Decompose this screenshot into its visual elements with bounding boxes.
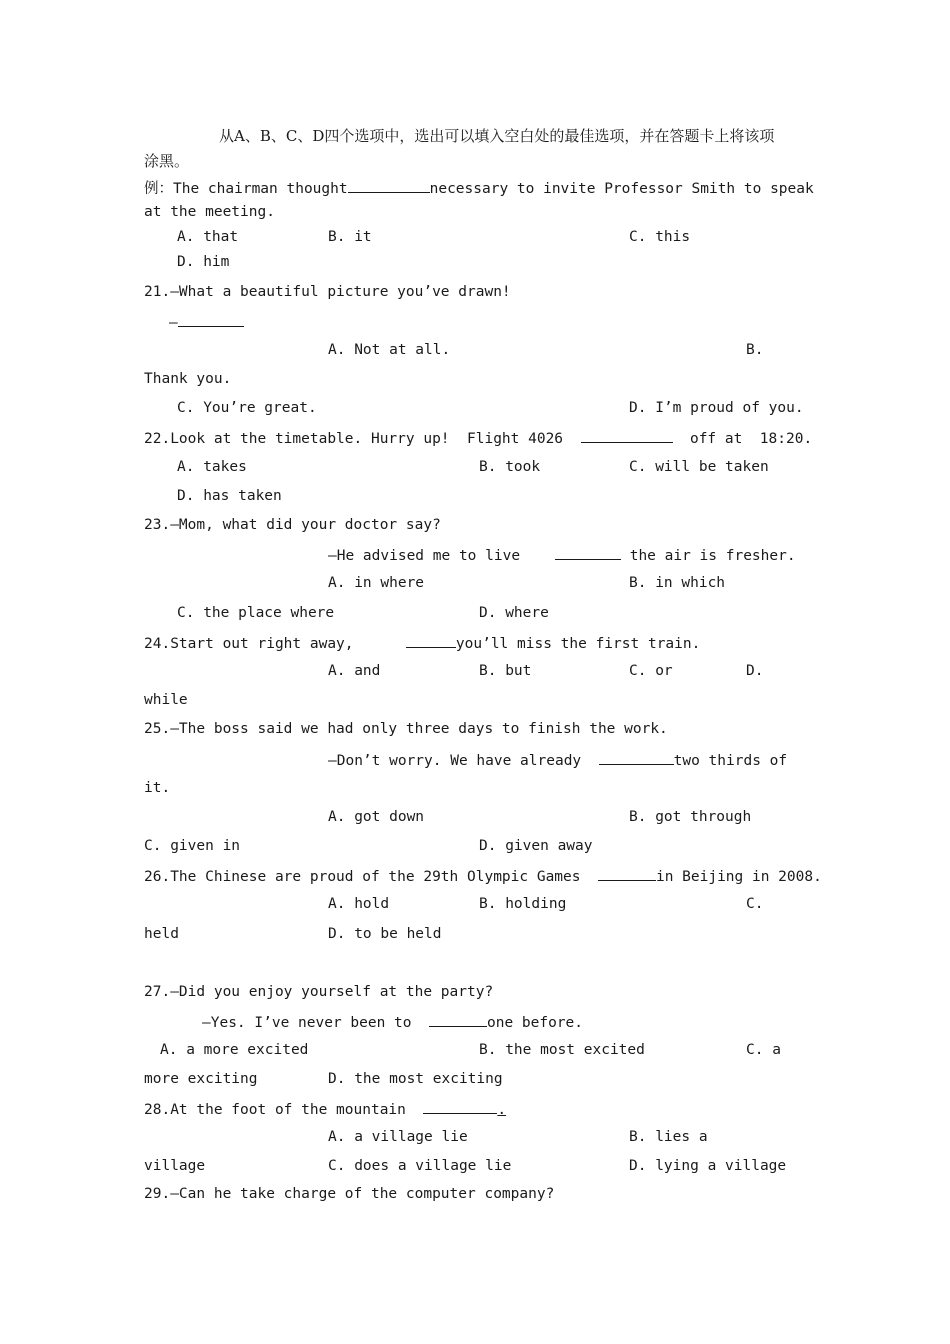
stem-text-after: you’ll miss the first train. [455, 636, 701, 652]
question-21-reply [169, 312, 244, 332]
option-c: C. You’re great. [177, 400, 317, 416]
stem-period: . [497, 1102, 507, 1118]
option-b: B. got through [629, 809, 752, 825]
option-b: B. the most excited [479, 1042, 645, 1058]
example-mid: necessary to invite Professor Smith to speak [429, 181, 814, 197]
option-c-text: more exciting [144, 1071, 258, 1087]
reply-text-after: one before. [486, 1015, 584, 1031]
option-a: A. a more excited [160, 1042, 309, 1058]
option-c: C. will be taken [629, 459, 769, 475]
option-b: B. [746, 342, 764, 358]
reply-text: —Yes. I’ve never been to [202, 1015, 412, 1031]
option-c: C. the place where [177, 605, 335, 621]
option-d-text: while [144, 692, 188, 708]
option-b: B. lies a [629, 1129, 708, 1145]
question-23-stem: 23.—Mom, what did your doctor say? [144, 517, 441, 533]
dash: — [169, 315, 178, 331]
option-d: D. to be held [328, 926, 442, 942]
option-a: A. in where [328, 575, 425, 591]
option-d: D. him [177, 254, 230, 270]
reply-text-after: two thirds of [673, 753, 788, 769]
option-a: A. that [177, 229, 239, 245]
option-c: C. a [746, 1042, 781, 1058]
option-a: A. hold [328, 896, 390, 912]
option-c: C. or [629, 663, 673, 679]
question-28-stem [144, 1099, 506, 1119]
option-b: B. it [328, 229, 372, 245]
option-b-text: village [144, 1158, 206, 1174]
question-24-stem [144, 633, 700, 653]
option-b: B. holding [479, 896, 567, 912]
instruction-line-1: 从A、B、C、D四个选项中，选出可以填入空白处的最佳选项，并在答题卡上将该项 [219, 127, 775, 145]
option-c: C. this [629, 229, 691, 245]
answer-blank [555, 545, 621, 560]
option-d: D. where [479, 605, 549, 621]
option-d: D. the most exciting [328, 1071, 503, 1087]
option-a: A. Not at all. [328, 342, 451, 358]
answer-blank [429, 1012, 487, 1027]
option-d: D. [746, 663, 764, 679]
answer-blank [423, 1099, 497, 1114]
question-27-stem: 27.—Did you enjoy yourself at the party? [144, 984, 494, 1000]
option-d: D. given away [479, 838, 593, 854]
option-c: C. does a village lie [328, 1158, 512, 1174]
option-c-text: held [144, 926, 179, 942]
question-25-stem: 25.—The boss said we had only three days to finish the work. [144, 721, 668, 737]
question-27-reply [202, 1012, 583, 1032]
option-a: A. a village lie [328, 1129, 468, 1145]
answer-blank [178, 312, 244, 327]
example-prefix: 例：The chairman thought [144, 181, 348, 197]
answer-blank [348, 178, 430, 193]
question-23-reply [328, 545, 796, 565]
option-c: C. [746, 896, 764, 912]
question-21-stem: 21.—What a beautiful picture you’ve drawn! [144, 284, 511, 300]
question-26-stem [144, 866, 822, 886]
option-c: C. given in [144, 838, 241, 854]
option-b-text: Thank you. [144, 371, 232, 387]
stem-text-after: off at 18:20. [689, 431, 813, 447]
option-d: D. I’m proud of you. [629, 400, 804, 416]
example-stem [144, 178, 814, 198]
answer-blank [598, 866, 656, 881]
option-d: D. has taken [177, 488, 282, 504]
option-b: B. took [479, 459, 541, 475]
reply-text-after: the air is fresher. [629, 548, 796, 564]
question-22-stem [144, 428, 812, 448]
reply-text: —He advised me to live [328, 548, 521, 564]
stem-text-after: in Beijing in 2008. [655, 869, 822, 885]
answer-blank [581, 428, 673, 443]
instruction-line-2: 涂黑。 [144, 152, 190, 170]
option-d: D. lying a village [629, 1158, 787, 1174]
reply-text: —Don’t worry. We have already [328, 753, 582, 769]
answer-blank [406, 633, 456, 648]
example-stem-line-2: at the meeting. [144, 204, 275, 220]
stem-text: 24.Start out right away, [144, 636, 354, 652]
option-b: B. but [479, 663, 532, 679]
question-25-reply-line-2: it. [144, 780, 171, 796]
question-29-stem: 29.—Can he take charge of the computer company? [144, 1186, 555, 1202]
option-b: B. in which [629, 575, 726, 591]
option-a: A. got down [328, 809, 425, 825]
stem-text: 28.At the foot of the mountain [144, 1102, 406, 1118]
question-25-reply [328, 750, 787, 770]
option-a: A. and [328, 663, 381, 679]
stem-text: 22.Look at the timetable. Hurry up! Flight 4026 [144, 431, 564, 447]
stem-text: 26.The Chinese are proud of the 29th Olympic Games [144, 869, 581, 885]
answer-blank [599, 750, 674, 765]
option-a: A. takes [177, 459, 247, 475]
